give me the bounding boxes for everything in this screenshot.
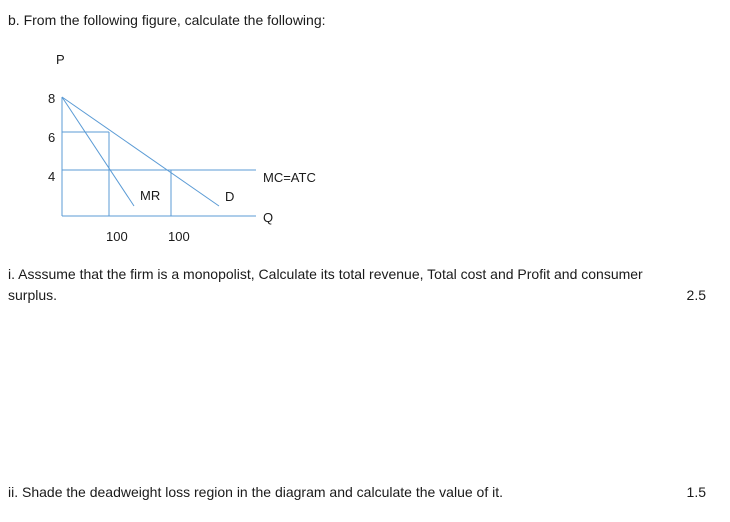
question-2-text: ii. Shade the deadweight loss region in the diagram and calculate the value of it. (8, 484, 503, 500)
question-1-text: i. Asssume that the firm is a monopolist, Calculate its total revenue, Total cost and Profit and consumer (8, 266, 643, 282)
question-2-marks: 1.5 (686, 484, 706, 500)
quantity-tick-first: 100 (106, 229, 128, 244)
mc-atc-label: MC=ATC (263, 170, 316, 185)
mr-label: MR (140, 188, 161, 203)
question-heading: b. From the following figure, calculate the following: (8, 12, 326, 28)
price-tick-6: 6 (48, 130, 56, 145)
monopoly-diagram (0, 40, 360, 260)
question-1-marks: 2.5 (686, 287, 706, 303)
q-axis-label: Q (263, 210, 274, 225)
price-tick-4: 4 (48, 169, 56, 184)
quantity-tick-second: 100 (168, 229, 190, 244)
demand-label: D (225, 189, 235, 204)
p-axis-label: P (56, 52, 65, 67)
question-1-text-continued: surplus. (8, 287, 58, 303)
mr-curve (62, 97, 134, 206)
price-tick-8: 8 (48, 91, 56, 106)
